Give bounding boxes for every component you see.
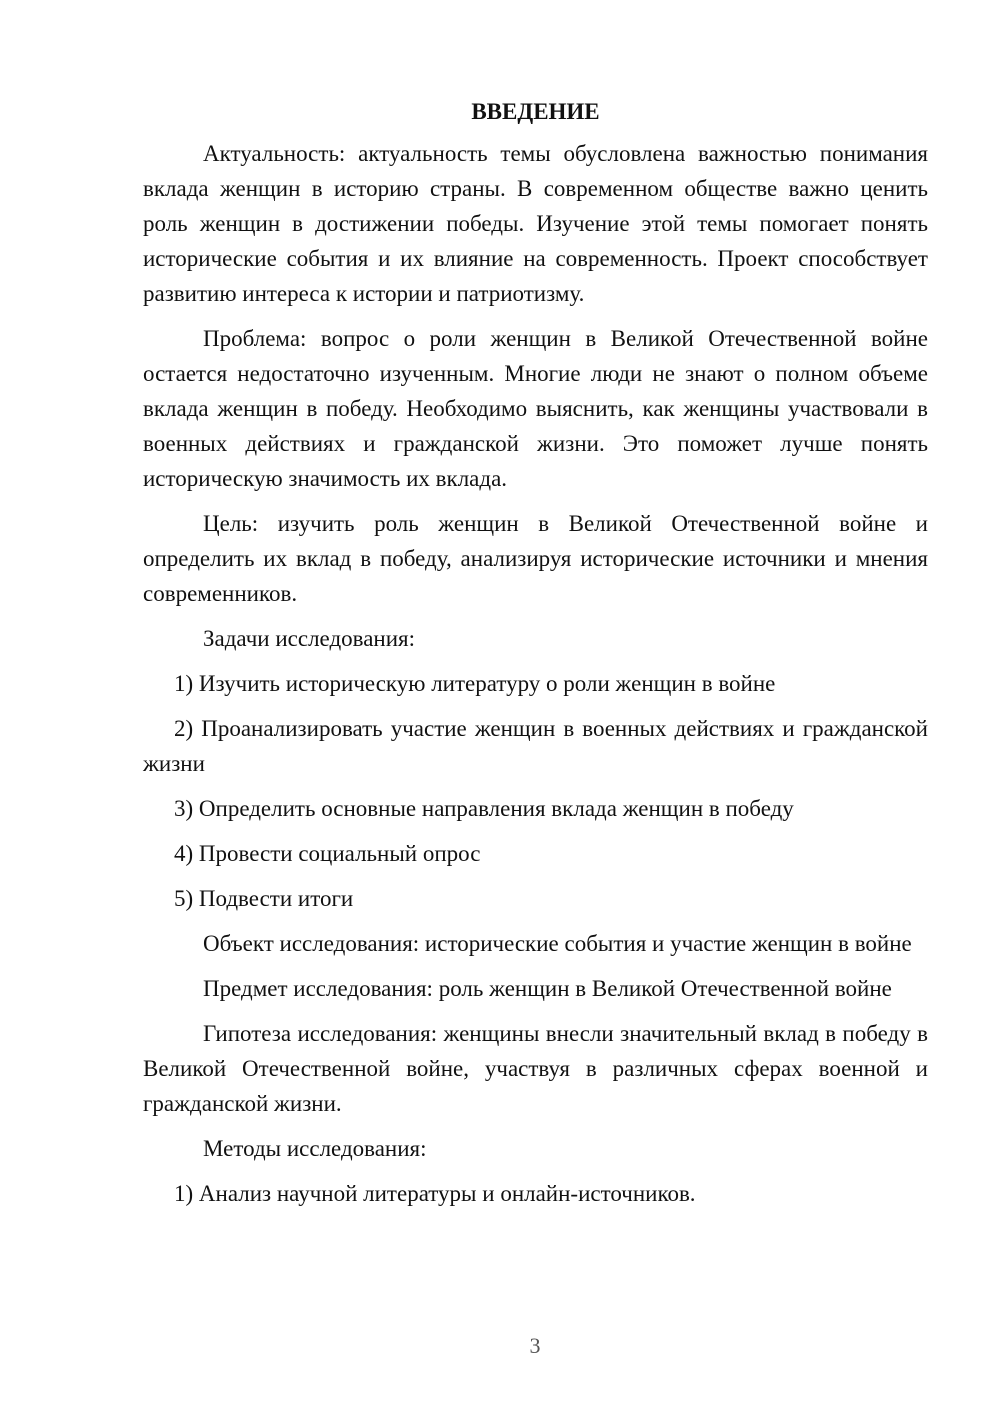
- hypothesis-paragraph: Гипотеза исследования: женщины внесли значительный вклад в победу в Великой Отечественной войне, участвуя в различных сферах военной и гражданской жизни.: [143, 1021, 928, 1116]
- relevance-paragraph: Актуальность: актуальность темы обусловлена важностью понимания вклада женщин в историю страны. В современном обществе важно ценить роль женщин в достижении победы. Изучение этой темы помогает понять исторические события и их влияние на современность. Проект способствует развитию интереса к истории и патриотизму.: [143, 141, 928, 306]
- task-item-5: 5) Подвести итоги: [174, 886, 354, 911]
- task-item-2: 2) Проанализировать участие женщин в военных действиях и гражданской жизни: [143, 716, 928, 776]
- task-item-4: 4) Провести социальный опрос: [174, 841, 481, 866]
- subject-paragraph: Предмет исследования: роль женщин в Великой Отечественной войне: [203, 976, 892, 1001]
- page-number: 3: [529, 1333, 541, 1358]
- problem-paragraph: Проблема: вопрос о роли женщин в Великой Отечественной войне остается недостаточно изученным. Многие люди не знают о полном объеме вклада женщин в победу. Необходимо выяснить, как женщины участвовали в военных действиях и гражданской жизни. Это поможет лучше понять историческую значимость их вклада.: [143, 326, 928, 491]
- object-paragraph: Объект исследования: исторические события и участие женщин в войне: [203, 931, 912, 956]
- page-title: ВВЕДЕНИЕ: [471, 99, 600, 124]
- method-item-1: 1) Анализ научной литературы и онлайн-источников.: [174, 1181, 696, 1206]
- goal-paragraph: Цель: изучить роль женщин в Великой Отечественной войне и определить их вклад в победу, анализируя исторические источники и мнения современников.: [143, 511, 928, 606]
- methods-heading: Методы исследования:: [203, 1136, 427, 1161]
- task-item-1: 1) Изучить историческую литературу о роли женщин в войне: [174, 671, 776, 696]
- tasks-heading: Задачи исследования:: [203, 626, 416, 651]
- task-item-3: 3) Определить основные направления вклада женщин в победу: [174, 796, 794, 821]
- page-content: [143, 94, 928, 1221]
